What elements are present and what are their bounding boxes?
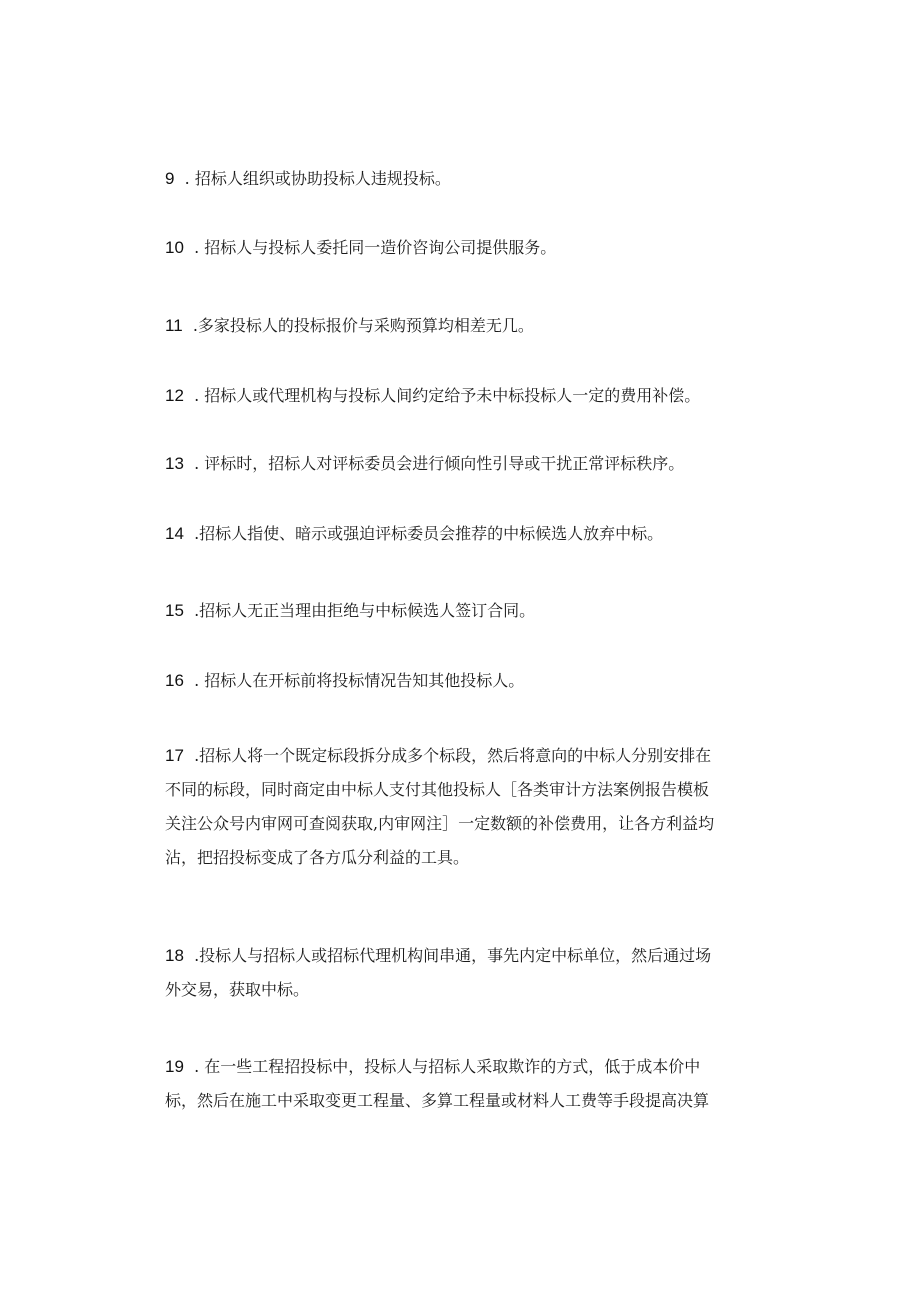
item-number: 13 bbox=[165, 454, 184, 473]
list-item bbox=[165, 1050, 765, 1118]
list-item bbox=[165, 447, 765, 481]
item-number: 11 bbox=[165, 316, 183, 335]
item-text: .招标人将一个既定标段拆分成多个标段，然后将意向的中标人分别安排在 bbox=[183, 746, 712, 765]
item-number: 17 bbox=[165, 746, 184, 765]
item-text: . 招标人组织或协助投标人违规投标。 bbox=[174, 169, 451, 188]
list-item bbox=[165, 379, 765, 413]
item-text: 外交易，获取中标。 bbox=[165, 980, 310, 999]
item-number: 10 bbox=[165, 238, 184, 257]
item-text: .投标人与招标人或招标代理机构间串通，事先内定中标单位，然后通过场 bbox=[183, 946, 712, 965]
list-item bbox=[165, 939, 765, 1007]
item-number: 19 bbox=[165, 1057, 184, 1076]
item-number: 15 bbox=[165, 601, 184, 620]
list-item bbox=[165, 309, 765, 343]
list-item bbox=[165, 162, 765, 196]
list-item bbox=[165, 594, 765, 628]
item-text: 沾，把招投标变成了各方瓜分利益的工具。 bbox=[165, 848, 470, 867]
item-text: .招标人无正当理由拒绝与中标候选人签订合同。 bbox=[183, 601, 536, 620]
item-text: . 招标人在开标前将投标情况告知其他投标人。 bbox=[183, 671, 525, 690]
list-item bbox=[165, 517, 765, 551]
item-number: 14 bbox=[165, 524, 184, 543]
item-text: 标，然后在施工中采取变更工程量、多算工程量或材料人工费等手段提高决算 bbox=[165, 1091, 710, 1110]
list-item bbox=[165, 739, 765, 875]
item-text: 关注公众号内审网可查阅获取,内审网注］一定数额的补偿费用，让各方利益均 bbox=[165, 814, 715, 833]
list-item bbox=[165, 664, 765, 698]
item-text: . 招标人或代理机构与投标人间约定给予未中标投标人一定的费用补偿。 bbox=[183, 386, 701, 405]
item-text: . 在一些工程招投标中，投标人与招标人采取欺诈的方式，低于成本价中 bbox=[183, 1057, 701, 1076]
item-number: 18 bbox=[165, 946, 184, 965]
item-text: .招标人指使、暗示或强迫评标委员会推荐的中标候选人放弃中标。 bbox=[183, 524, 664, 543]
item-text: . 评标时，招标人对评标委员会进行倾向性引导或干扰正常评标秩序。 bbox=[183, 454, 685, 473]
list-item bbox=[165, 231, 765, 265]
item-text: . 招标人与投标人委托同一造价咨询公司提供服务。 bbox=[183, 238, 557, 257]
item-number: 12 bbox=[165, 386, 184, 405]
item-number: 9 bbox=[165, 169, 175, 188]
item-number: 16 bbox=[165, 671, 184, 690]
item-text: 不同的标段，同时商定由中标人支付其他投标人［各类审计方法案例报告模板 bbox=[165, 780, 710, 799]
item-text: .多家投标人的投标报价与采购预算均相差无几。 bbox=[182, 316, 534, 335]
